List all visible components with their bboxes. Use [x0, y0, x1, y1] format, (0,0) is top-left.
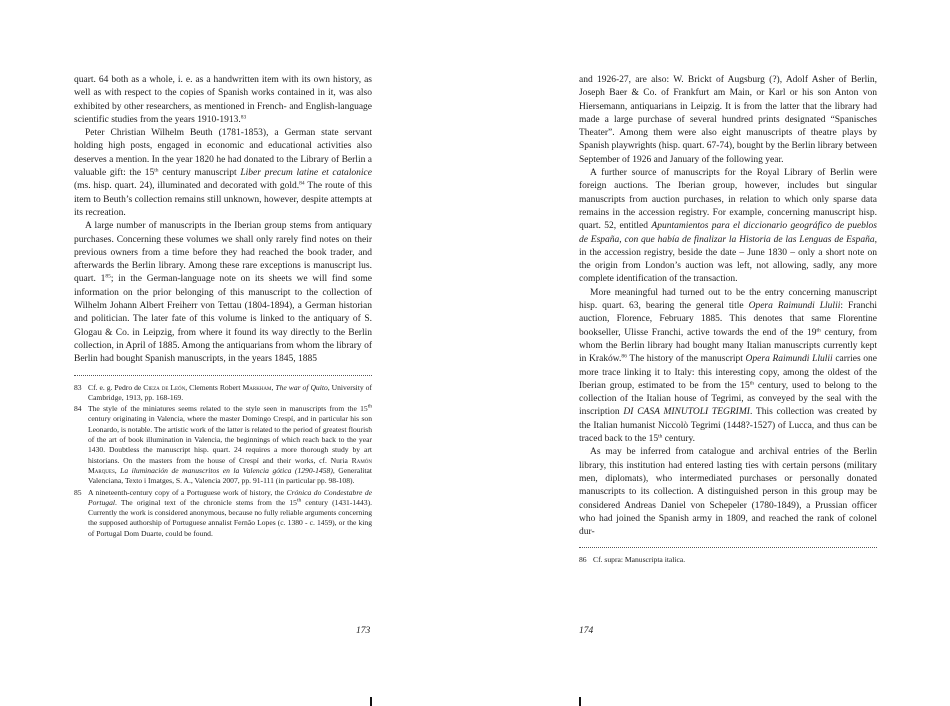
note-ref: 84	[299, 180, 305, 187]
footnote	[74, 383, 372, 404]
right-body	[579, 74, 877, 539]
italic-title: Opera Raimundi Llulii	[748, 301, 841, 312]
body-paragraph: and 1926-27, are also: W. Brickt of Augsburg (?), Adolf Asher of Berlin, Joseph Baer & Co. of Frankfurt am Main, or Karl or his son Anton von Hiersemann, antiquarians in Leipzig. It is from the latter that the library had made a large purchase of several hundred prints designated “Spanisches Theater”. Among them were also eight manuscripts of theatre plays by Spanish playwrights (hisp. quart. 67-74), bought by the Berlin library between September of 1926 and January of the following year.	[579, 75, 877, 165]
right-footnotes	[579, 555, 877, 565]
italic-title: The war of Quito	[275, 382, 328, 392]
body-paragraph: Peter Christian Wilhelm Beuth (1781-1853), a German state servant holding high posts, engaged in economic and educational activities also deserves a mention. In the year 1820 he had donated to the Library of Berlin a valuable gift: the 15th century manuscript Liber precum latine et catalonice (ms. hisp. quart. 24), illuminated and decorated with gold.$^{84}$ The route of this item to Beuth’s collection remains still unknown, however, despite attempts at its recreation.	[74, 128, 372, 218]
italic-title: Liber precum latine et catalonice	[240, 168, 372, 179]
italic-title: Crónica do Condestabre de Portugal	[88, 487, 372, 507]
right-page	[475, 0, 950, 706]
note-ref: 85	[105, 273, 111, 280]
author-name: Markham	[242, 382, 272, 392]
body-paragraph: More meaningful had turned out to be the entry concerning manuscript hisp. quart. 63, bearing the general title Opera Raimundi Llulii: Franchi auction, Florence, February 1885. This denotes that same Florentine bookseller, Ulisse Franchi, active towards the end of the 19th century, from whom the Berlin library had bought many Italian manuscripts currently kept in Kraków.$^{86}$ The history of the manuscript Opera Raimundi Llulii carries one more trace linking it to Italy: this interesting copy, among the oldest of the Iberian group, estimated to be from the 15th century, used to belong to the collection of the Italian house of Tegrimi, as conveyed by the seal with the inscription DI CASA MINUTOLI TEGRIMI. This collection was created by the Italian humanist Niccolò Tegrimi (1448?-1527) of Lucca, and thus can be traced back to the 15th century.	[579, 287, 878, 445]
footnote-number: 83	[74, 382, 82, 392]
italic-title: La iluminación de manuscritos en la Valencia gótica (1290-1458)	[120, 465, 333, 475]
footnote-number: 84	[74, 404, 82, 414]
crop-mark-right	[579, 697, 581, 706]
footnote-text: The style of the miniatures seems related to the style seen in manuscripts from the 15th century originating in Valencia, where the master Domingo Crespí, and in particular his son Leonardo, is notable. The artistic work of the latter is related to the period of greatest flourish of the art of book illumination in Valencia, the beginnings of which reach back to the year 1430. Doubtless the manuscript hisp. quart. 24 requires a more thorough study by art historians. On the masters from the house of Crespí and their works, cf. Nuria Ramón Marques, La iluminación de manuscritos en la Valencia gótica (1290-1458), Generalitat Valenciana, Texto i Imatges, S. A., Valencia 2007, pp. 91-111 (in particular pp. 98-108).	[88, 403, 373, 486]
crop-mark-left	[370, 697, 372, 706]
italic-title: Apuntamientos para el diccionario geográfico de pueblos de España, con que había de finalizar la Historia de las Lenguas de España	[579, 221, 877, 245]
note-ref: th	[154, 167, 159, 174]
note-ref: th	[367, 403, 372, 410]
footnote-separator	[579, 547, 877, 548]
footnote	[74, 488, 372, 539]
footnote-number: 85	[74, 487, 82, 497]
note-ref: 86	[621, 353, 627, 360]
note-ref: th	[816, 327, 821, 334]
footnote-text: Cf. supra: Manuscripta italica.	[593, 555, 686, 565]
body-paragraph: As may be inferred from catalogue and archival entries of the Berlin library, this institution had entered lasting ties with certain persons (military men, diplomats), who intermediated purchases or personally donated manuscripts to its collection. A distinguished person in this group may be considered Andreas Daniel von Schepeler (1780-1849), a Prussian officer who had joined the Spanish army in 1809, and reached the rank of colonel dur-	[579, 447, 877, 538]
left-page-column	[74, 74, 372, 540]
page-number-right: 174	[579, 626, 594, 636]
footnote-text: Cf. e. g. Pedro de Cieza de León, Clements Robert Markham, The war of Quito, University of Cambridge, 1913, pp. 168-169.	[88, 382, 373, 402]
italic-title: Opera Raimundi Llulii	[745, 354, 833, 365]
left-footnotes	[74, 383, 372, 539]
footnote	[74, 404, 372, 486]
body-paragraph: quart. 64 both as a whole, i. e. as a handwritten item with its own history, as well as with respect to the copies of Spanish works contained in it, was also exhibited by other researchers, as mentioned in French- and English-language scientific studies from the years 1910-1913.83	[74, 75, 372, 125]
note-ref: th	[296, 497, 302, 504]
author-name: Cieza de León	[143, 382, 186, 392]
left-body	[74, 74, 372, 367]
footnote	[579, 555, 877, 565]
note-ref: th	[658, 433, 663, 440]
footnote-number: 86	[579, 555, 587, 565]
page-number-left: 173	[356, 626, 371, 636]
body-paragraph: A further source of manuscripts for the Royal Library of Berlin were foreign auctions. The Iberian group, however, includes but singular manuscripts from auction purchases, in relation to which only sparse data remains in the accession registry. For example, concerning manuscript hisp. quart. 52, entitled Apuntamientos para el diccionario geográfico de pueblos de España, con que había de finalizar la Historia de las Lenguas de España, in the accession registry, beside the date – June 1830 – only a short note on the origin from London’s auction was left, not allowing, sadly, any more complete identification of the transaction.	[579, 168, 877, 285]
italic-title: DI CASA MINUTOLI TEGRIMI	[623, 407, 750, 418]
author-name: Ramón Marques	[88, 455, 372, 475]
footnote-text: A nineteenth-century copy of a Portuguese work of history, the Crónica do Condestabre de Portugal. The original text of the chronicle stems from the 15th century (1431-1443). Currently the work is considered anonymous, because no fully reliable arguments concerning the supposed authorship of Portuguese annalist Fernão Lopes (c. 1380 - c. 1459), or the king of Portugal Dom Duarte, could be found.	[88, 487, 372, 538]
note-ref: 83	[240, 114, 247, 121]
right-page-column	[579, 74, 877, 567]
footnote-separator	[74, 375, 372, 376]
note-ref: th	[749, 380, 754, 387]
body-paragraph: A large number of manuscripts in the Iberian group stems from antiquary purchases. Concerning these volumes we shall only rarely find notes on their previous owners from a time before they had reached the book trader, and afterwards the Berlin library. Among these rare exceptions is manuscript lus. quart. $1^{85}$; in the German-language note on its sheets we will find some information on the prior belonging of this manuscript to the collection of Wilhelm Johann Albert Freiherr von Tettau (1804-1894), a German historian and politician. The later fate of this volume is linked to the antiquary of S. Glogau & Co. in Leipzig, from where it found its way directly to the Berlin collection, in April of 1885. Among the antiquarians from whom the library of Berlin had bought Spanish manuscripts, in the years 1845, 1885	[74, 221, 372, 365]
